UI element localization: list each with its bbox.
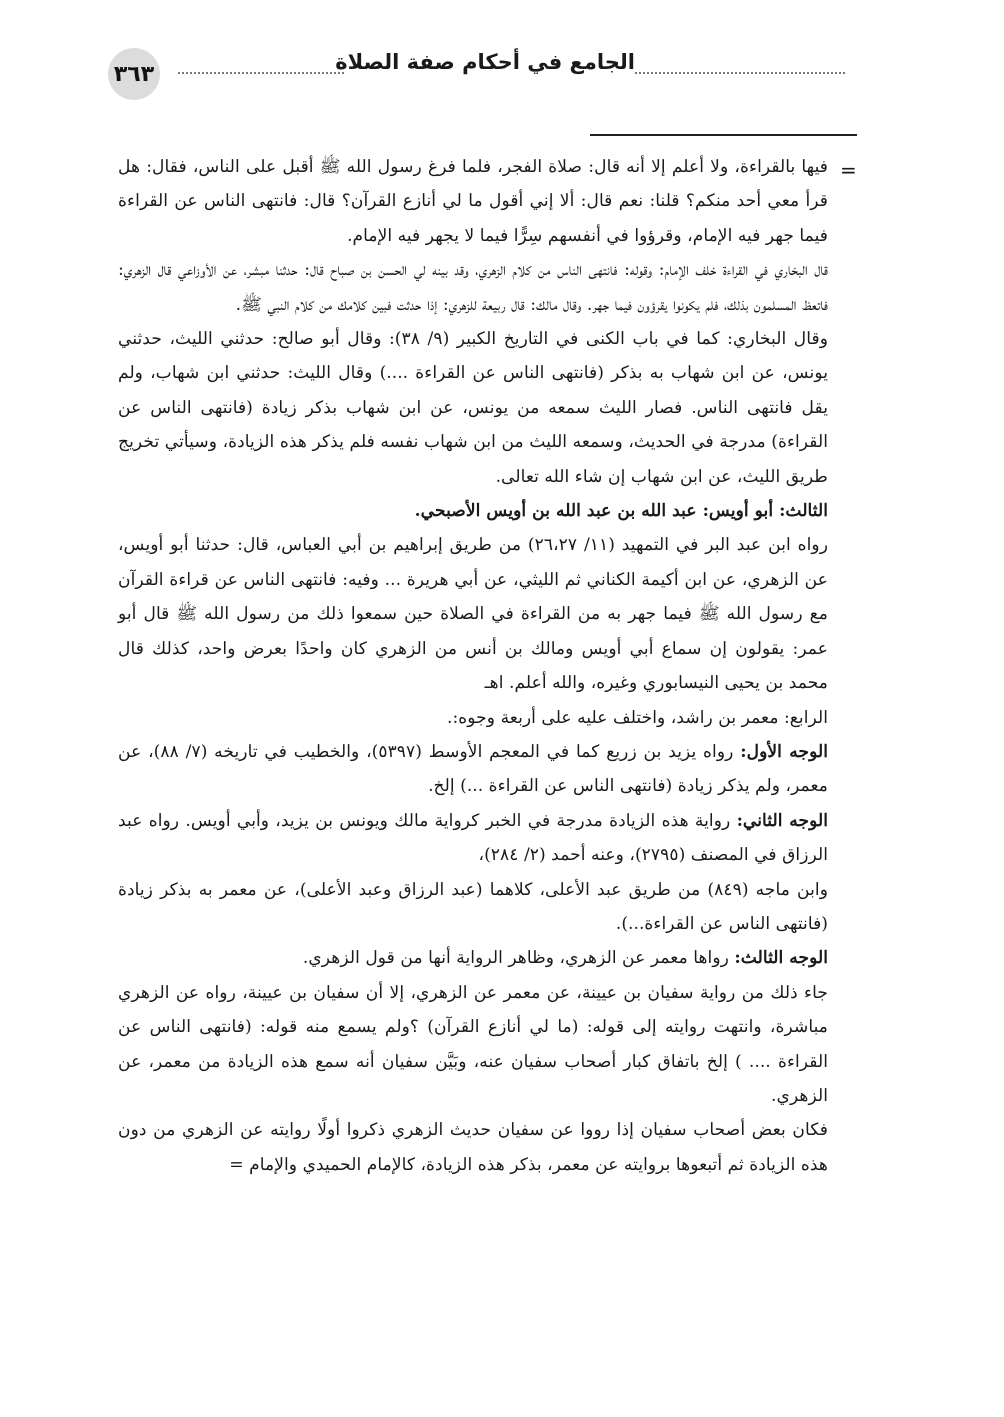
paragraph-text: وابن ماجه (٨٤٩) من طريق عبد الأعلى، كلاهما (عبد الرزاق وعبد الأعلى)، عن معمر به بذكر زيادة (فانتهى الناس عن القراءة...). bbox=[118, 879, 828, 934]
footnote-paragraph bbox=[118, 701, 828, 735]
footnote-paragraph bbox=[118, 253, 828, 322]
footnote-body bbox=[118, 150, 828, 1182]
paragraph-lead: الوجه الثالث: bbox=[734, 948, 828, 969]
running-title: الجامع في أحكام صفة الصلاة bbox=[335, 50, 635, 74]
footnote-paragraph bbox=[118, 735, 828, 804]
paragraph-text: فيها بالقراءة، ولا أعلم إلا أنه قال: صلاة الفجر، فلما فرغ رسول الله ﷺ أقبل على الناس، فقال: هل قرأ معي أحد منكم؟ قلنا: نعم قال: ألا إني أقول ما لي أنازع القرآن؟ قال: فانتهى الناس عن القراءة فيما جهر فيه الإمام، وقرؤوا في أنفسهم سِرًّا فيما لا يجهر فيه الإمام. bbox=[118, 157, 828, 246]
footnote-paragraph bbox=[118, 873, 828, 942]
paragraph-text: رواها معمر عن الزهري، وظاهر الرواية أنها من قول الزهري. bbox=[302, 948, 729, 969]
paragraph-text: رواه ابن عبد البر في التمهيد (١١/ ٢٦،٢٧) من طريق إبراهيم بن أبي العباس، قال: حدثنا أبو أويس، عن الزهري، عن ابن أكيمة الكناني ثم الليثي، عن أبي هريرة ... وفيه: فانتهى الناس عن قراءة القرآن مع رسول الله ﷺ فيما جهر به من القراءة في الصلاة حين سمعوا ذلك من رسول الله ﷺ قال أبو عمر: يقولون إن سماع أبي أويس ومالك بن أنس من الزهري كان واحدًا بعرض واحد، كذلك قال محمد بن يحيى النيسابوري وغيره، والله أعلم. اهـ bbox=[118, 535, 828, 694]
page-header bbox=[110, 40, 845, 100]
paragraph-text: قال البخاري في القراءة خلف الإمام: وقوله: فانتهى الناس من كلام الزهري، وقد بينه لي الحسن بن صباح قال: حدثنا مبشر، عن الأوزاعي قال الزهري: فاتعظ المسلمون بذلك، فلم يكونوا يقرؤون فيما جهر. وقال مالك: قال ربيعة للزهري: إذا حدثت فبين كلامك من كلام النبي ﷺ. bbox=[118, 260, 828, 315]
footnote-separator-rule bbox=[590, 134, 857, 136]
footnote-paragraph bbox=[118, 976, 828, 1114]
footnote-paragraph bbox=[118, 941, 828, 975]
header-dotted-leader-right bbox=[635, 72, 845, 74]
footnote-paragraph bbox=[118, 150, 828, 253]
section-heading: الثالث: أبو أويس: عبد الله بن عبد الله بن أويس الأصبحي. bbox=[414, 501, 828, 522]
paragraph-text: فكان بعض أصحاب سفيان إذا رووا عن سفيان حديث الزهري ذكروا أولًا روايته عن الزهري من دون هذه الزيادة ثم أتبعوها بروايته عن معمر، بذكر هذه الزيادة، كالإمام الحميدي والإمام = bbox=[118, 1120, 828, 1175]
paragraph-lead: الوجه الأول: bbox=[740, 741, 828, 762]
paragraph-text: الرابع: معمر بن راشد، واختلف عليه على أربعة وجوه:. bbox=[447, 707, 828, 728]
footnote-paragraph bbox=[118, 322, 828, 494]
page-number-badge: ٣٦٣ bbox=[108, 48, 160, 100]
header-dotted-leader-left bbox=[178, 72, 344, 74]
paragraph-text: وقال البخاري: كما في باب الكنى في التاريخ الكبير (٩/ ٣٨): وقال أبو صالح: حدثني الليث، حدثني يونس، عن ابن شهاب به بذكر (فانتهى الناس عن القراءة ....) وقال الليث: حدثني ابن شهاب، ولم يقل فانتهى الناس. فصار الليث سمعه من يونس، عن ابن شهاب بذكر زيادة (فانتهى الناس عن القراءة) مدرجة في الحديث، وسمعه الليث من ابن شهاب نفسه فلم يذكر هذه الزيادة، وسيأتي تخريج طريق الليث، عن ابن شهاب إن شاء الله تعالى. bbox=[118, 329, 828, 487]
paragraph-text: جاء ذلك من رواية سفيان بن عيينة، عن معمر عن الزهري، إلا أن سفيان بن عيينة، رواه عن الزهري مباشرة، وانتهت روايته إلى قوله: (ما لي أنازع القرآن) ؟ولم يسمع منه قوله: (فانتهى الناس عن القراءة .... ) إلخ باتفاق كبار أصحاب سفيان عنه، وبَيَّن سفيان أنه سمع هذه الزيادة من معمر، عن الزهري. bbox=[118, 982, 828, 1106]
paragraph-text: رواه يزيد بن زريع كما في المعجم الأوسط (٥٣٩٧)، والخطيب في تاريخه (٧/ ٨٨)، عن معمر، ولم يذكر زيادة (فانتهى الناس عن القراءة ...) إلخ. bbox=[118, 741, 828, 797]
footnote-paragraph bbox=[118, 804, 828, 873]
footnote-paragraph bbox=[118, 494, 828, 528]
footnote-paragraph bbox=[118, 528, 828, 700]
paragraph-text: رواية هذه الزيادة مدرجة في الخبر كرواية مالك ويونس بن يزيد، وأبي أويس. رواه عبد الرزاق في المصنف (٢٧٩٥)، وعنه أحمد (٢/ ٢٨٤)، bbox=[118, 810, 828, 866]
continuation-mark: = bbox=[840, 158, 857, 182]
paragraph-lead: الوجه الثاني: bbox=[736, 810, 828, 831]
footnote-paragraph bbox=[118, 1113, 828, 1182]
